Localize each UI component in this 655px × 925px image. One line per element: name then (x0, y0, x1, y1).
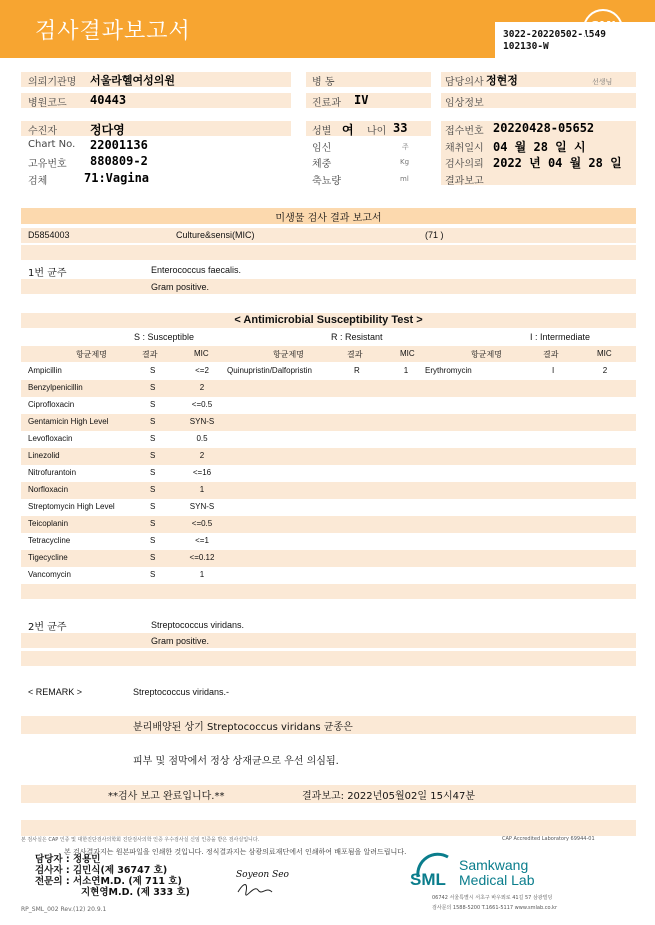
ast-cell-r1: S (150, 366, 156, 375)
specimen-value: 71:Vagina (84, 171, 150, 185)
col-mic-2: MIC (400, 349, 415, 358)
ast-cell-m1: 2 (199, 451, 205, 460)
legend-intermediate: I : Intermediate (530, 332, 591, 342)
col-mic-1: MIC (194, 349, 209, 358)
doctor-suffix: 선생님 (592, 78, 613, 86)
ast-cell-d1: Ciprofloxacin (28, 400, 75, 409)
chart-label: Chart No. (28, 139, 76, 150)
ast-row (21, 550, 636, 567)
col-result-2: 결과 (347, 350, 363, 359)
ast-cell-m1: SYN-S (189, 502, 215, 511)
ast-cell-m1: 2 (199, 383, 205, 392)
request-label: 검사의뢰 (445, 159, 484, 170)
ast-cell-r1: S (150, 468, 156, 477)
ast-row (21, 567, 636, 584)
test-name: Culture&sensi(MIC) (176, 230, 255, 240)
col-drug-3: 항균제명 (471, 350, 502, 359)
doctor-label: 담당의사 (445, 77, 484, 88)
chart-value: 22001136 (90, 138, 148, 152)
ast-cell-d1: Nitrofurantoin (28, 468, 77, 477)
ast-cell-m2: 1 (403, 366, 409, 375)
ast-cell-d3: Erythromycin (425, 366, 472, 375)
accession-value: 20220428-05652 (493, 121, 595, 135)
company-name (459, 858, 535, 888)
dept-label: 진료과 (312, 98, 341, 109)
ast-row (21, 431, 636, 448)
ast-cell-r2: R (354, 366, 360, 375)
ast-cell-m1: SYN-S (189, 417, 215, 426)
ast-cell-d1: Vancomycin (28, 570, 71, 579)
sml-logo-text: SML (590, 19, 619, 33)
ast-cell-d1: Levofloxacin (28, 434, 73, 443)
patient-name-value: 정다영 (90, 123, 125, 137)
company-phone: 검사문의 1588-5200 T.1661-5117 www.smlab.co.kr (432, 905, 557, 911)
doctor-value: 정현정 (486, 74, 518, 87)
ast-cell-r3: I (552, 366, 555, 375)
institution-label: 의뢰기관명 (28, 77, 77, 88)
organism2-gram: Gram positive. (151, 636, 210, 646)
urine-unit: ml (400, 175, 409, 183)
ast-cell-d1: Gentamicin High Level (28, 417, 109, 426)
ast-row (21, 397, 636, 414)
ast-cell-m1: <=16 (192, 468, 212, 477)
organism2-name: Streptococcus viridans. (151, 620, 245, 630)
report-code-line1: 3022-20220502-1549 (503, 29, 606, 40)
report-code-line2: 102130-W (503, 41, 549, 52)
ast-title: < Antimicrobial Susceptibility Test > (234, 314, 423, 326)
test-code: D5854003 (28, 230, 70, 240)
ast-cell-d1: Tetracycline (28, 536, 71, 545)
ast-cell-m1: <=0.5 (191, 519, 213, 528)
col-drug-2: 항균제명 (273, 350, 304, 359)
footer-fine-print-2: 본 검사결과지는 원본파일을 인쇄한 것입니다. 정식결과지는 삼광의료재단에서 인쇄하여 배포됨을 알려드립니다. (64, 848, 407, 856)
specimen-label: 검체 (28, 176, 48, 187)
ast-row (21, 414, 636, 431)
clinical-label: 임상정보 (445, 98, 484, 109)
ast-cell-d2: Quinupristin/Dalfopristin (227, 366, 312, 375)
organism2-label: 2번 균주 (28, 622, 67, 633)
pregnancy-unit: 주 (402, 143, 409, 151)
ast-row (21, 499, 636, 516)
ast-cell-r1: S (150, 519, 156, 528)
ast-cell-m1: 0.5 (196, 434, 208, 443)
ast-row (21, 363, 636, 380)
staff-manager: 담당자 : 정용민 (35, 854, 101, 865)
legend-susceptible: S : Susceptible (134, 332, 195, 342)
ast-cell-d1: Benzylpenicillin (28, 383, 83, 392)
company-name-line2: Medical Lab (459, 872, 535, 888)
svg-text:SML: SML (410, 870, 446, 889)
sex-value: 여 (342, 123, 354, 137)
age-value: 33 (393, 121, 408, 135)
id-label: 고유번호 (28, 159, 67, 170)
remark-line3: 피부 및 점막에서 정상 상재균으로 우선 의심됨. (133, 756, 339, 767)
ast-cell-r1: S (150, 485, 156, 494)
staff-tester: 검사자 : 김민식(제 36747 호) (35, 865, 168, 876)
dept-value: IV (354, 93, 369, 107)
ast-cell-d1: Ampicillin (28, 366, 62, 375)
staff-specialist-2: 지현영M.D. (제 333 호) (81, 887, 190, 898)
remark-label: < REMARK > (28, 687, 83, 697)
ast-row (21, 516, 636, 533)
institution-value: 서울라헬여성의원 (90, 74, 176, 87)
micro-section-title: 미생물 검사 결과 보고서 (275, 213, 382, 224)
ast-cell-d1: Teicoplanin (28, 519, 69, 528)
staff-specialist-1: 전문의 : 서소연M.D. (제 711 호) (35, 876, 182, 887)
report-label: 결과보고 (445, 176, 484, 187)
weight-label: 체중 (312, 159, 332, 170)
ast-row (21, 380, 636, 397)
footer-fine-print: 본 검사실은 CAP 인증 및 대한진단검사의학회 진단검사의학 인증 우수검사실 신임 인증을 받은 검사실입니다. (21, 837, 260, 843)
ast-cell-m1: <=2 (195, 366, 209, 375)
ast-row (21, 533, 636, 550)
ast-cell-d1: Linezolid (28, 451, 60, 460)
remark-text: Streptococcus viridans.- (133, 687, 230, 697)
report-title: 검사결과보고서 (35, 19, 191, 44)
hospital-code-label: 병원코드 (28, 98, 67, 109)
ast-row (21, 448, 636, 465)
signature-2 (236, 880, 276, 896)
col-result-1: 결과 (142, 350, 158, 359)
ast-cell-d1: Streptomycin High Level (28, 502, 115, 511)
ast-cell-m1: <=0.12 (189, 553, 215, 562)
ast-cell-r1: S (150, 451, 156, 460)
pregnancy-label: 임신 (312, 143, 332, 154)
sml-footer-logo-icon (408, 849, 458, 891)
signature-1: Soyeon Seo (236, 870, 289, 880)
ast-cell-r1: S (150, 536, 156, 545)
weight-unit: Kg (400, 158, 410, 166)
organism1-gram: Gram positive. (151, 282, 210, 292)
remark-line2: 분리배양된 상기 Streptococcus viridans 균종은 (133, 722, 353, 733)
ast-cell-r1: S (150, 434, 156, 443)
organism1-name: Enterococcus faecalis. (151, 265, 242, 275)
col-drug-1: 항균제명 (76, 350, 107, 359)
ast-cell-r1: S (150, 417, 156, 426)
hospital-code-value: 40443 (90, 93, 127, 107)
report-time: 결과보고: 2022년05월02일 15시47분 (302, 791, 476, 802)
report-complete: **검사 보고 완료입니다.** (108, 791, 225, 802)
form-code: RP_SML_002 Rev.(12) 20.9.1 (21, 906, 107, 913)
company-address: 06742 서울특별시 서초구 바우뫼로 41길 57 삼광빌딩 (432, 895, 553, 901)
collect-label: 채취일시 (445, 143, 484, 154)
company-name-line1: Samkwang (459, 857, 529, 873)
patient-name-label: 수진자 (28, 126, 57, 137)
test-specimen: (71 ) (425, 230, 444, 240)
staff-block (35, 854, 190, 898)
ast-row (21, 482, 636, 499)
legend-resistant: R : Resistant (331, 332, 383, 342)
age-label: 나이 (367, 126, 387, 137)
ast-cell-m1: <=1 (195, 536, 209, 545)
ast-cell-r1: S (150, 383, 156, 392)
ast-cell-m1: 1 (199, 485, 205, 494)
ast-cell-m1: 1 (199, 570, 205, 579)
ast-cell-d1: Tigecycline (28, 553, 68, 562)
col-mic-3: MIC (597, 349, 612, 358)
ast-row (21, 465, 636, 482)
collect-value: 04 월 28 일 시 (493, 140, 586, 154)
ward-label: 병 동 (312, 77, 335, 88)
ast-cell-m3: 2 (602, 366, 608, 375)
ast-cell-m1: <=0.5 (191, 400, 213, 409)
footer-cap: CAP Accredited Laboratory 69944-01 (502, 836, 595, 842)
request-value: 2022 년 04 월 28 일 (493, 156, 622, 170)
ast-cell-r1: S (150, 553, 156, 562)
ast-cell-r1: S (150, 570, 156, 579)
urine-label: 축뇨량 (312, 176, 341, 187)
ast-cell-r1: S (150, 400, 156, 409)
organism1-label: 1번 균주 (28, 268, 67, 279)
ast-cell-r1: S (150, 502, 156, 511)
col-result-3: 결과 (543, 350, 559, 359)
ast-cell-d1: Norfloxacin (28, 485, 69, 494)
sex-label: 성별 (312, 126, 332, 137)
id-value: 880809-2 (90, 154, 148, 168)
accession-label: 접수번호 (445, 126, 484, 137)
